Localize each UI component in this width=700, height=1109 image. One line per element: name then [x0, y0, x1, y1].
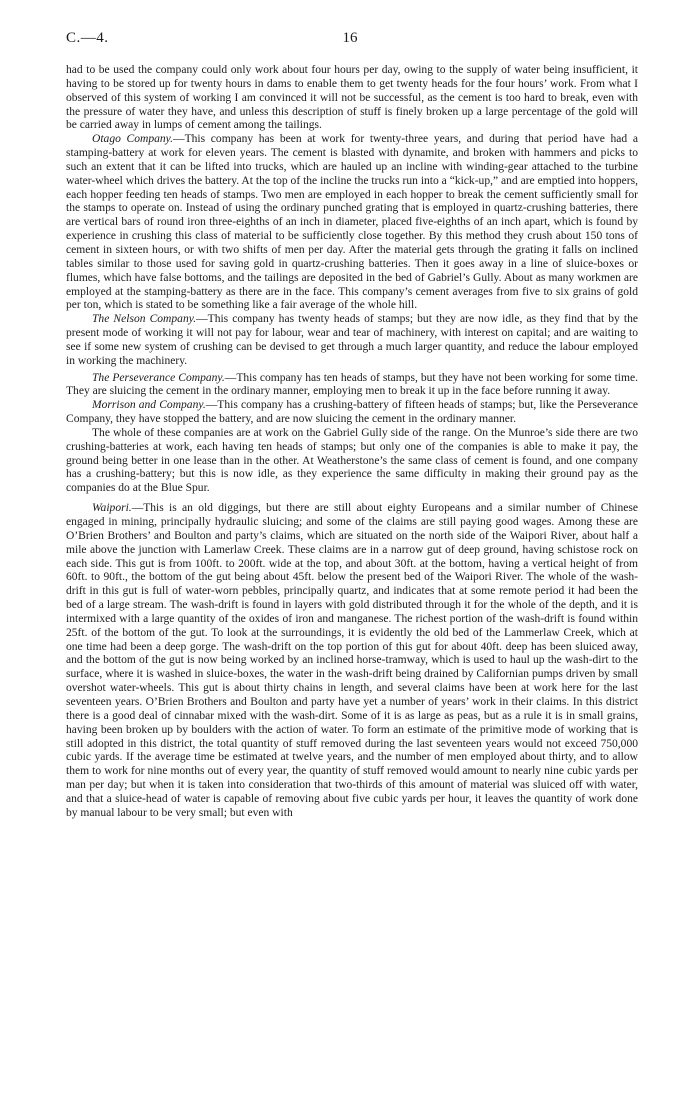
paragraph-continuation: had to be used the company could only work about four hours per day, owing to the supply of water being insufficient, it having to be stored up for twenty hours in dams to enable them to get twenty heads for the four hours’ work. From what I observed of this system of working I am convinced it will not be successful, as the cement is too hard to break, even with the pressure of water they have, and unless this description of stuff is finely broken up a large percentage of the gold will be carried away in lumps of cement among the tailings. [66, 64, 638, 132]
document-body [66, 64, 638, 821]
page-header [0, 30, 700, 52]
paragraph-otago-company: Otago Company.—This company has been at work for twenty-three years, and during that period have had a stamping-battery at work for eleven years. The cement is blasted with dynamite, and broken with hammers and picks to such an extent that it can be lifted into trucks, which are hauled up an incline with winding-gear attached to the turbine water-wheel which drives the battery. At the top of the incline the trucks run into a “kick-up,” and are emptied into hoppers, each hopper feeding ten heads of stamps. Two men are employed in each hopper to break the cement sufficiently small for the stamps to operate on. Instead of using the ordinary punched grating that is employed in quartz-crushing batteries, there are vertical bars of round iron three-eighths of an inch in diameter, placed five-eighths of an inch apart, which is found by experience in crushing this class of material to be sufficiently close together. By this method they crush about 150 tons of cement in sixteen hours, or with two shifts of men per day. After the material gets through the grating it falls on inclined tables similar to those used for saving gold in quartz-crushing batteries. Then it goes away in a line of sluice-boxes or flumes, which have false bottoms, and the tailings are deposited in the bed of Gabriel’s Gully. About as many workmen are employed at the stamping-battery as there are in the face. This company’s cement averages from five to six grains of gold per ton, which is stated to be something like a fair average of the whole hill. [66, 133, 638, 312]
section-heading: The Nelson Company. [92, 313, 197, 326]
page-number: 16 [342, 30, 358, 46]
section-heading: The Perseverance Company. [92, 371, 225, 384]
paragraph-gabriel-gully-side: The whole of these companies are at work on the Gabriel Gully side of the range. On the Munroe’s side there are two crushing-batteries at work, each having ten heads of stamps; but only one of the companies is able to make it pay, the ground being better in one lease than in the other. At Weatherstone’s the same class of cement is found, and one company has a crushing-battery; but this is now idle, as they experience the same difficulty in making their ground pay as the companies do at the Blue Spur. [66, 426, 638, 495]
paragraph-morrison-company: Morrison and Company.—This company has a crushing-battery of fifteen heads of stamps; but, like the Perseverance Company, they have stopped the battery, and are now sluicing the cement in the ordinary manner. [66, 399, 638, 426]
section-heading: Otago Company. [92, 133, 174, 146]
section-heading: Waipori. [92, 502, 132, 515]
section-heading: Morrison and Company. [92, 399, 206, 412]
paragraph-nelson-company: The Nelson Company.—This company has twenty heads of stamps; but they are now idle, as they find that by the present mode of working it will not pay for labour, wear and tear of machinery, with interest on capital; and are waiting to see if some new system of crushing can be devised to get through a much larger quantity, and reduce the labour employed in working the machinery. [66, 313, 638, 367]
paragraph-perseverance-company: The Perseverance Company.—This company has ten heads of stamps, but they have not been working for some time. They are sluicing the cement in the ordinary manner, employing men to break it up in the face before running it away. [66, 371, 638, 398]
paragraph-waipori: Waipori.—This is an old diggings, but there are still about eighty Europeans and a similar number of Chinese engaged in mining, principally hydraulic sluicing; and some of the claims are still paying good wages. Among these are O’Brien Brothers’ and Boulton and party’s claims, which are situated on the north side of the Waipori River, about half a mile above the junction with Lamerlaw Creek. These claims are in a narrow gut of deep ground, having schistose rock on each side. This gut is from 100ft. to 200ft. wide at the top, and about 30ft. at the bottom, having a vertical height of from 60ft. to 90ft., the bottom of the gut being about 45ft. below the present bed of the Waipori River. The whole of the wash-drift in this gut is full of water-worn pebbles, principally quartz, and indicates that at some remote period it had been the bed of a large stream. The wash-drift is found in layers with gold distributed through it for the whole of the depth, and it is intermixed with a large quantity of the oxides of iron and manganese. The richest portion of the wash-drift is found within 25ft. of the bottom of the gut. To look at the surroundings, it is evidently the old bed of the Lammerlaw Creek, which at one time had been a deep gorge. The wash-drift on the top portion of this gut for about 40ft. deep has been sluiced away, and the bottom of the gut is now being worked by an inclined horse-tramway, which is used to haul up the wash-dirt to the surface, where it is washed in sluice-boxes, the water in the wash-drift being drained by Californian pumps driven by small overshot water-wheels. This gut is about thirty chains in length, and several claims have been at work here for the last seventeen years. O’Brien Brothers and Boulton and party have yet a number of years’ work in their claims. In this district there is a good deal of cinnabar mixed with the wash-dirt. Some of it is as large as peas, but as a rule it is in small grains, having been broken up by boulders with the action of water. To form an estimate of the primitive mode of working that is still adopted in this district, the total quantity of stuff removed during the last seventeen years would not exceed 750,000 cubic yards. If the average time be estimated at twelve years, and the number of men employed about thirty, and to allow them to work for nine months out of every year, the quantity of stuff removed would amount to nearly nine cubic yards per man per day; but when it is taken into consideration that two-thirds of this amount of material was sluiced off with water, and that a sluice-head of water is capable of removing about five cubic yards per hour, it leaves the quantity of work done by manual labour to be very small; but even with [66, 502, 638, 819]
document-reference: C.—4. [66, 30, 109, 46]
